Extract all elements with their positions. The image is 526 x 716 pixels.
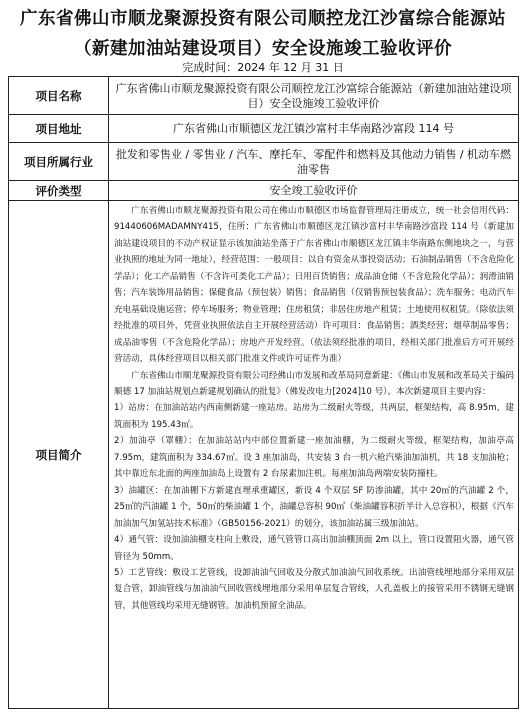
- address-value: 广东省佛山市顺德区龙江镇沙富村丰华南路沙富段 114 号: [109, 115, 519, 143]
- intro-paragraph: 广东省佛山市顺龙聚源投资有限公司在佛山市顺德区市场监督管理局注册成立，统一社会信用代码：91440606MADAMNY415，住所：广东省佛山市顺德区龙江镇沙富村丰华南路沙富段 114 号（新建加油站建设项目的不动产权证显示该加油站坐落于广东省佛山市顺德区龙江镇丰华南路东侧地块之一，与营业执照的地址为同一地址），经营范围：一般项目：以自有资金从事投资活动；石油制品销售（不含危险化学品）；化工产品销售（不含许可类化工产品）；日用百货销售；成品油仓储（不含危险化学品）；润滑油销售；汽车装饰用品销售；保健食品（预包装）销售；食品销售（仅销售预包装食品）；洗车服务；电动汽车充电基础设施运营；停车场服务；物业管理；住房租赁；非居住房地产租赁；土地使用权租赁。（除依法须经批准的项目外，凭营业执照依法自主开展经营活动）许可项目：食品销售；酒类经营；烟草制品零售；成品油零售（不含危险化学品）；房地产开发经营。（依法须经批准的项目，经相关部门批准后方可开展经营活动，具体经营项目以相关部门批准文件或许可证件为准）: [114, 206, 514, 365]
- project-info-table: [8, 76, 519, 709]
- intro-content: [109, 201, 519, 709]
- industry-label: 项目所属行业: [9, 143, 109, 181]
- row-eval-type: [9, 181, 519, 201]
- intro-paragraph: 2）加油亭（罩棚）：在加油站站内中部位置新建一座加油棚，为二级耐火等级，框架结构，加油亭高 7.95m，建筑面积为 334.67㎡。设 3 座加油岛，共安装 3 台一机六枪汽柴油加油机，共 18 支加油枪；其中靠近东北面的两座加油岛上设置有 2 台尿素加注机。每座加油岛两端安装防撞柱。: [114, 436, 514, 480]
- intro-paragraph: 1）站房：在加油站站内西南侧新建一座站房。站房为二级耐火等级，共两层，框架结构，高 8.95m，建筑面积为 195.43㎡。: [114, 403, 514, 430]
- project-name-label: 项目名称: [9, 77, 109, 115]
- intro-label: 项目简介: [9, 201, 109, 709]
- address-label: 项目地址: [9, 115, 109, 143]
- document-title: 广东省佛山市顺龙聚源投资有限公司顺控龙江沙富综合能源站（新建加油站建设项目）安全设施竣工验收评价: [20, 9, 506, 59]
- project-name-value: 广东省佛山市顺龙聚源投资有限公司顺控龙江沙富综合能源站（新建加油站建设项目）安全设施竣工验收评价: [109, 77, 519, 115]
- intro-paragraph: 3）油罐区：在加油棚下方新建直埋承重罐区，新设 4 个双层 SF 防渗油罐，其中 20㎡的汽油罐 2 个，25㎡的汽油罐 1 个，50㎡的柴油罐 1 个，油罐总容积 90㎡（柴油罐容积折半计入总容积），根据《汽车加油加气加氢站技术标准》（GB50156-2021）的划分，该加油站属三级加油站。: [114, 485, 514, 529]
- row-intro: [9, 201, 519, 709]
- row-address: [9, 115, 519, 143]
- intro-paragraph: 5）工艺管线：敷设工艺管线，设卸油油气回收及分散式加油油气回收系统。出油管线埋地部分采用双层复合管，卸油管线与加油油气回收管线埋地部分采用单层复合管线，人孔盖板上的接管采用不锈钢无缝钢管，其他管线均采用无缝钢管。加油机预留全油品。: [114, 567, 514, 611]
- completion-label: 完成时间：: [182, 61, 238, 74]
- industry-value: 批发和零售业 / 零售业 / 汽车、摩托车、零配件和燃料及其他动力销售 / 机动车燃油零售: [109, 143, 519, 181]
- intro-paragraph: 4）通气管：设加油油棚支柱向上敷设，通气管管口高出加油棚顶面 2m 以上，管口设置阻火器，通气管管径为 50mm。: [114, 535, 514, 562]
- row-industry: [9, 143, 519, 181]
- eval-type-label: 评价类型: [9, 181, 109, 201]
- eval-type-value: 安全竣工验收评价: [109, 181, 519, 201]
- intro-paragraph: 广东省佛山市顺龙聚源投资有限公司经佛山市发展和改革局同意新建：《佛山市发展和改革局关于编码顺德 17 加油站规划点新建规划确认的批复》（佛发改电力[2024]10 号）。本次新建项目主要内容：: [114, 370, 514, 397]
- completion-date-line: [0, 61, 526, 75]
- completion-date: 2024 年 12 月 31 日: [237, 61, 344, 74]
- row-project-name: [9, 77, 519, 115]
